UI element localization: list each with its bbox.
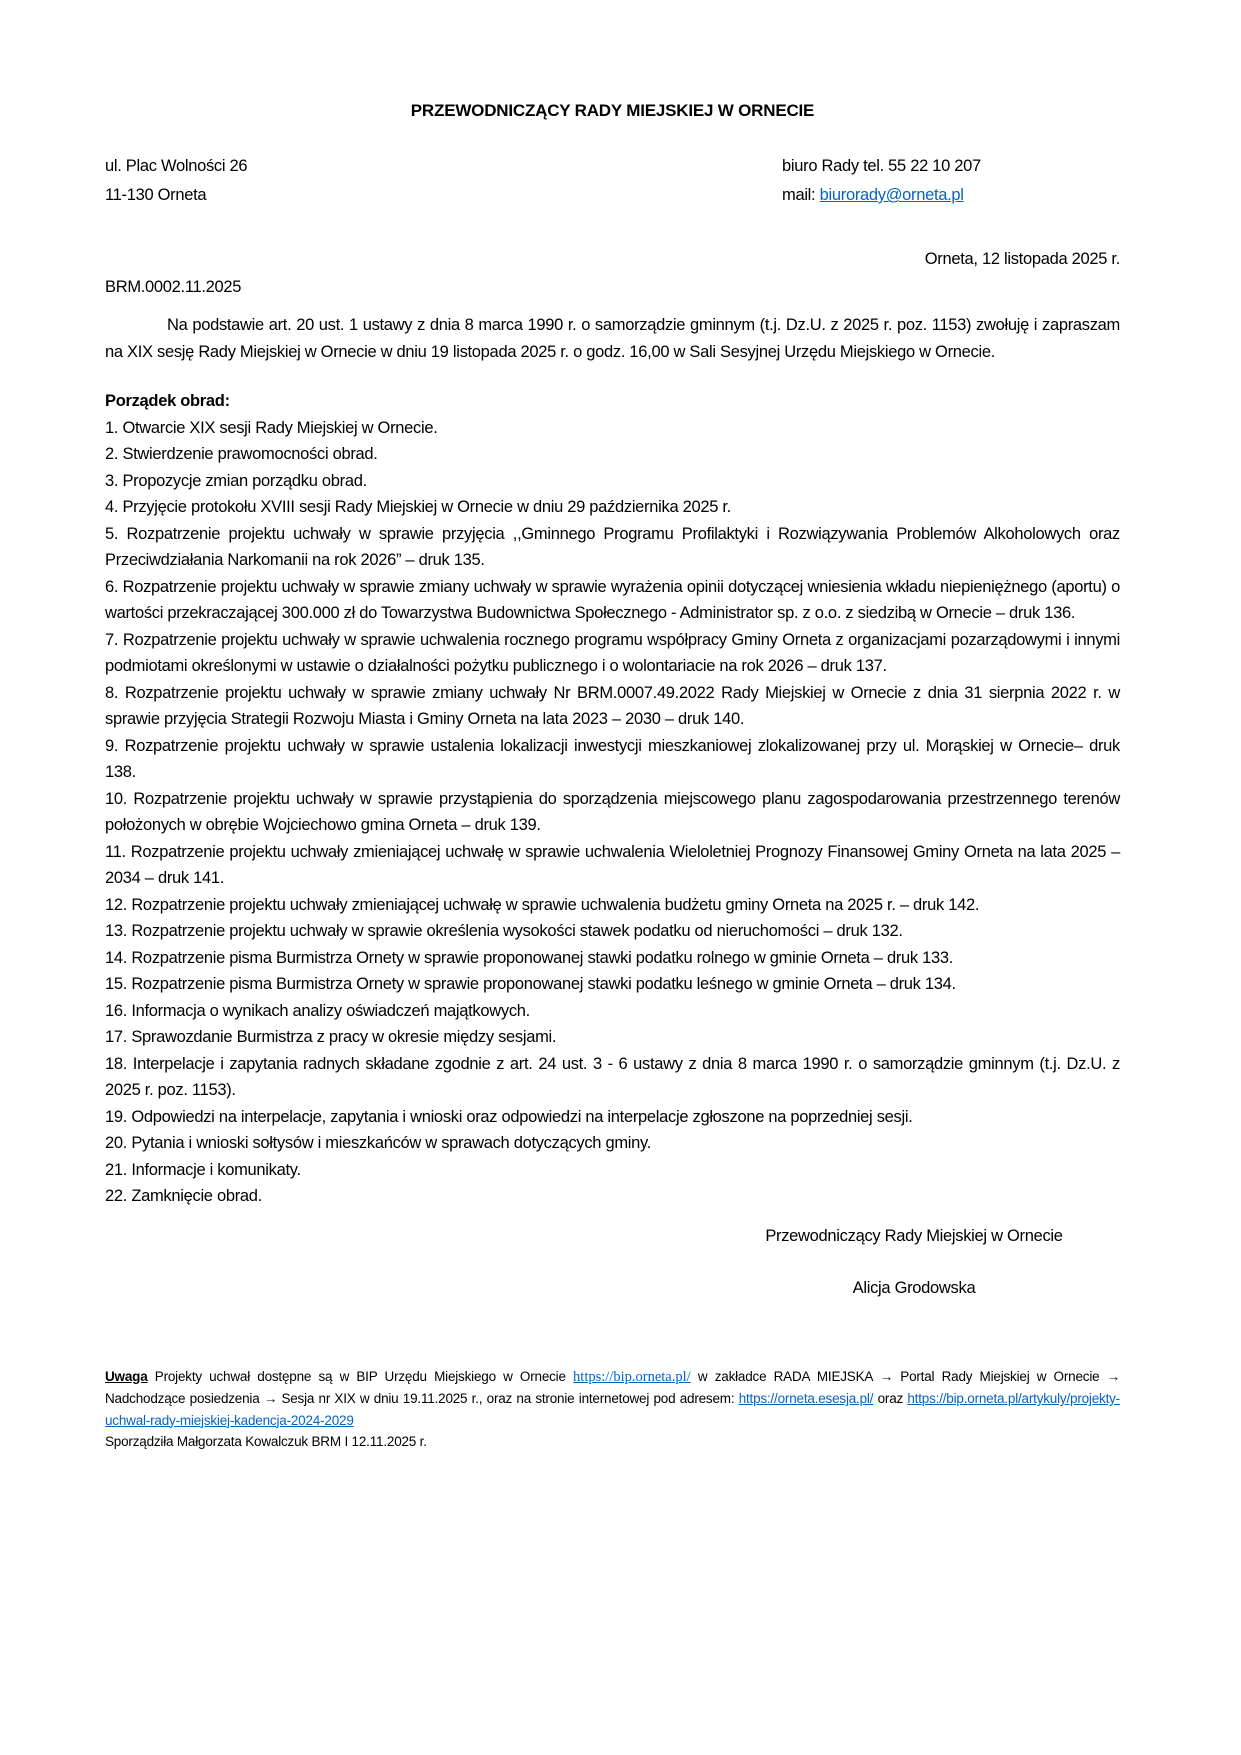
agenda-item-3: 3. Propozycje zmian porządku obrad.: [105, 471, 367, 490]
agenda-item-21: 21. Informacje i komunikaty.: [105, 1160, 301, 1179]
prepared-by-line: Sporządziła Małgorzata Kowalczuk BRM I 12.11.2025 r.: [105, 1434, 427, 1449]
agenda-item-4: 4. Przyjęcie protokołu XVIII sesji Rady Miejskiej w Ornecie w dniu 29 października 2025 r.: [105, 498, 731, 516]
mail-link[interactable]: biurorady@orneta.pl: [819, 186, 964, 204]
contact-mail-line: [782, 181, 1120, 210]
agenda-list: [105, 415, 1120, 1210]
contact-block: [782, 152, 1120, 210]
agenda-item-10: 10. Rozpatrzenie projektu uchwały w sprawie przystąpienia do sporządzenia miejscowego planu zagospodarowania przestrzennego terenów położonych w obrębie Wojciechowo gmina Orneta – druk 139.: [105, 789, 1120, 834]
signature-title: Przewodniczący Rady Miejskiej w Ornecie: [765, 1226, 1063, 1245]
agenda-item-16: 16. Informacja o wynikach analizy oświadczeń majątkowych.: [105, 1001, 530, 1020]
agenda-item-14: 14. Rozpatrzenie pisma Burmistrza Ornety w sprawie proponowanej stawki podatku rolnego w gminie Orneta – druk 133.: [105, 948, 954, 967]
agenda-item-19: 19. Odpowiedzi na interpelacje, zapytania i wnioski oraz odpowiedzi na interpelacje zgłoszone na poprzedniej sesji.: [105, 1107, 913, 1126]
intro-paragraph: Na podstawie art. 20 ust. 1 ustawy z dnia 8 marca 1990 r. o samorządzie gminnym (t.j. Dz.U. z 2025 r. poz. 1153) zwołuję i zapraszam na XIX sesję Rady Miejskiej w Ornecie w dniu 19 listopada 2025 r. o godz. 16,00 w Sali Sesyjnej Urzędu Miejskiego w Ornecie.: [105, 316, 1120, 361]
signature-block: [634, 1223, 1194, 1302]
bip-orneta-link[interactable]: https://bip.orneta.pl/: [573, 1368, 691, 1385]
agenda-item-18: 18. Interpelacje i zapytania radnych składane zgodnie z art. 24 ust. 3 - 6 ustawy z dnia 8 marca 1990 r. o samorządzie gminnym (t.j. Dz.U. z 2025 r. poz. 1153).: [105, 1054, 1120, 1099]
agenda-item-6: 6. Rozpatrzenie projektu uchwały w sprawie zmiany uchwały w sprawie wyrażenia opinii dotyczącej wniesienia wkładu niepieniężnego (aportu) o wartości przekraczającej 300.000 zł do Towarzystwa Budownictwa Społecznego - Administrator sp. z o.o. z siedzibą w Ornecie – druk 136.: [105, 577, 1120, 622]
signature-name: Alicja Grodowska: [852, 1279, 976, 1297]
esesja-link[interactable]: https://orneta.esesja.pl/: [738, 1391, 874, 1406]
agenda-item-17: 17. Sprawozdanie Burmistrza z pracy w okresie między sesjami.: [105, 1028, 557, 1046]
agenda-item-22: 22. Zamknięcie obrad.: [105, 1187, 262, 1205]
agenda-item-13: 13. Rozpatrzenie projektu uchwały w sprawie określenia wysokości stawek podatku od nieruchomości – druk 132.: [105, 922, 903, 940]
agenda-item-2: 2. Stwierdzenie prawomocności obrad.: [105, 445, 378, 463]
agenda-heading: Porządek obrad:: [105, 392, 230, 410]
mail-label: mail:: [782, 186, 820, 204]
sender-city: 11-130 Orneta: [105, 186, 207, 204]
header-address-block: [105, 152, 1120, 210]
agenda-item-7: 7. Rozpatrzenie projektu uchwały w sprawie uchwalenia rocznego programu współpracy Gminy Orneta z organizacjami pozarządowymi i innymi podmiotami określonymi w ustawie o działalności pożytku publicznego i o wolontariacie na rok 2026 – druk 137.: [105, 630, 1120, 675]
reference-number: BRM.0002.11.2025: [105, 278, 242, 296]
agenda-item-8: 8. Rozpatrzenie projektu uchwały w sprawie zmiany uchwały Nr BRM.0007.49.2022 Rady Miejskiej w Ornecie z dnia 31 sierpnia 2022 r. w sprawie przyjęcia Strategii Rozwoju Miasta i Gminy Orneta na lata 2023 – 2030 – druk 140.: [105, 683, 1120, 728]
bip-projects-link[interactable]: https://bip.orneta.pl/artykuly/projekty-uchwal-rady-miejskiej-kadencja-2024-2029: [105, 1391, 1120, 1428]
agenda-item-15: 15. Rozpatrzenie pisma Burmistrza Ornety w sprawie proponowanej stawki podatku leśnego w gminie Orneta – druk 134.: [105, 975, 956, 993]
footer-note: [105, 1366, 1120, 1453]
sender-street: ul. Plac Wolności 26: [105, 157, 248, 175]
sender-address: [105, 152, 782, 210]
footer-text-1: Projekty uchwał dostępne są w BIP Urzędu Miejskiego w Ornecie: [147, 1368, 574, 1384]
footer-text-2: w zakładce RADA MIEJSKA → Portal Rady Miejskiej w Ornecie → Nadchodzące posiedzenia → Sesja nr XIX w dniu 19.11.2025 r., oraz na stronie internetowej pod adresem:: [105, 1368, 1120, 1406]
page-title: PRZEWODNICZĄCY RADY MIEJSKIEJ W ORNECIE: [410, 101, 815, 120]
footer-paragraph: [105, 1366, 1120, 1432]
footer-text-3: oraz: [873, 1391, 908, 1406]
agenda-item-5: 5. Rozpatrzenie projektu uchwały w sprawie przyjęcia ,,Gminnego Programu Profilaktyki i Rozwiązywania Problemów Alkoholowych oraz Przeciwdziałania Narkomanii na rok 2026” – druk 135.: [105, 524, 1120, 569]
agenda-item-9: 9. Rozpatrzenie projektu uchwały w sprawie ustalenia lokalizacji inwestycji mieszkaniowej zlokalizowanej przy ul. Morąskiej w Ornecie– druk 138.: [105, 736, 1120, 781]
agenda-item-11: 11. Rozpatrzenie projektu uchwały zmieniającej uchwałę w sprawie uchwalenia Wieloletniej Prognozy Finansowej Gminy Orneta na lata 2025 – 2034 – druk 141.: [105, 842, 1120, 887]
agenda-item-12: 12. Rozpatrzenie projektu uchwały zmieniającej uchwałę w sprawie uchwalenia budżetu gminy Orneta na 2025 r. – druk 142.: [105, 895, 980, 914]
date-line: Orneta, 12 listopada 2025 r.: [924, 250, 1120, 268]
agenda-item-1: 1. Otwarcie XIX sesji Rady Miejskiej w Ornecie.: [105, 418, 438, 437]
agenda-item-20: 20. Pytania i wnioski sołtysów i mieszkańców w sprawach dotyczących gminy.: [105, 1134, 652, 1152]
footer-note-label: Uwaga: [105, 1368, 148, 1384]
contact-phone: biuro Rady tel. 55 22 10 207: [782, 157, 981, 175]
